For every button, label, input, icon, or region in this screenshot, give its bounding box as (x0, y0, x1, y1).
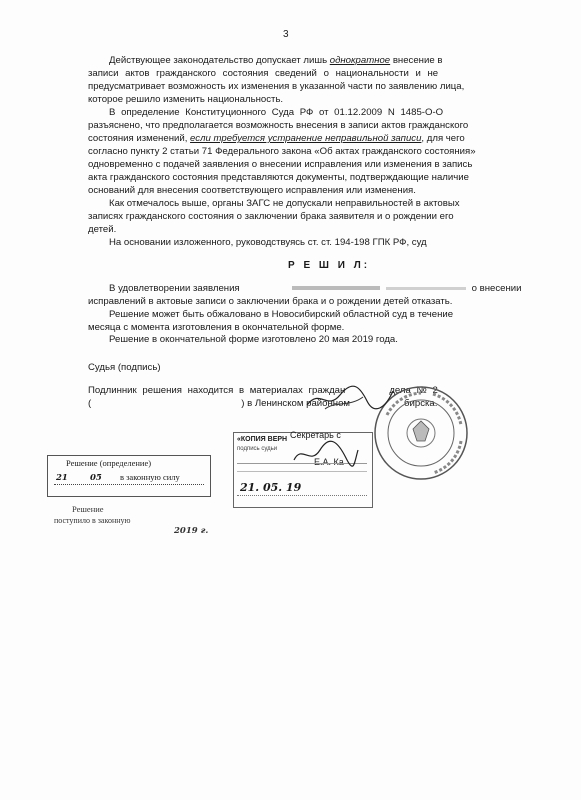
secretary-name: Е.А. Ка (314, 457, 344, 467)
signature-icon (290, 440, 360, 470)
stamp-title: «КОПИЯ ВЕРН (237, 436, 288, 443)
signature-icon (305, 383, 395, 413)
stamp-month: 05 (89, 473, 102, 483)
stamp-rule (54, 484, 204, 485)
secretary-label: Секретарь с (290, 430, 341, 440)
paragraph-7: Решение в окончательной форме изготовлено 20 мая 2019 года. (109, 334, 398, 345)
paragraph-4: На основании изложенного, руководствуясь ст. ст. 194-198 ГПК РФ, суд (109, 237, 427, 248)
received-stamp (48, 504, 218, 538)
emphasis-text: если требуется устранение неправильной записи (190, 133, 422, 144)
stamp-day: 21 (56, 473, 68, 483)
text-segment: Действующее законодательство допускает лишь (109, 55, 330, 66)
stamp-text: поступило в законную (54, 516, 131, 525)
emphasis-text: однократное (329, 55, 391, 66)
paragraph-1-line-2: записи актов гражданского состояния сведений о национальности и не (88, 68, 439, 79)
paragraph-2-line-1: В определение Конституционного Суда РФ от 01.12.2009 N 1485-О-О (109, 107, 444, 118)
paragraph-1-line-4: которое решило изменить национальность. (88, 94, 284, 105)
text-segment: Подлинник решения находится в материалах граждан (88, 385, 346, 396)
stamp-rule (237, 495, 367, 496)
paragraph-3-line-1: Как отмечалось выше, органы ЗАГС не допускали неправильностей в актовых (109, 198, 460, 209)
paragraph-2-line-6: акта гражданского состояния представляются документы, подтверждающие наличие (88, 172, 469, 183)
paragraph-1-line-1 (109, 55, 519, 66)
stamp-title: Решение (72, 504, 104, 514)
text-segment: В удовлетворении заявления (109, 283, 240, 294)
page-number: 3 (283, 29, 289, 40)
paragraph-2-line-7: оснований для внесения соответствующего исправления или изменения. (88, 185, 416, 196)
resolution-heading: Р Е Ш И Л: (288, 260, 371, 271)
text-segment: состояния изменений, (88, 133, 191, 144)
paragraph-1-line-3: предусматривает возможность их изменения в указанной части по заявлению лица, (88, 81, 465, 92)
paragraph-5-line-2: исправлений в актовые записи о заключении брака и о рождении детей отказать. (88, 296, 453, 307)
stamp-subtitle: подпись судьи (237, 446, 278, 452)
text-segment: бирска. (404, 398, 438, 409)
stamp-year: 2019 г. (174, 526, 209, 536)
paragraph-3-line-3: детей. (88, 224, 117, 235)
judge-signature-line: Судья (подпись) (88, 362, 161, 373)
text-segment: ) в Ленинском районном (241, 398, 351, 409)
paragraph-3-line-2: записях гражданского состояния о заключении брака заявителя и о рождении его (88, 211, 454, 222)
text-segment: дела № 2 (389, 385, 438, 396)
paragraph-2-line-3 (88, 133, 465, 144)
text-segment: ( (88, 398, 92, 409)
paragraph-2-line-5: одновременно с подачей заявления о внесении исправления или изменения в запись (88, 159, 473, 170)
paragraph-2-line-4: согласно пункту 2 статьи 71 Федерального закона «Об актах гражданского состояния» (88, 146, 476, 157)
handwritten-date: 21. 05. 19 (240, 481, 302, 494)
text-segment: о внесении (471, 283, 522, 294)
paragraph-2-line-2: разъяснено, что предполагается возможность внесения в записи актов гражданского (88, 120, 469, 131)
redacted-name (292, 286, 380, 290)
stamp-title: Решение (определение) (66, 458, 152, 468)
paragraph-6-line-2: месяца с момента изготовления в окончательной форме. (88, 322, 345, 333)
paragraph-5-line-1 (109, 283, 522, 294)
stamp-text: в законную силу (119, 472, 180, 482)
redacted-name (386, 287, 466, 290)
paragraph-6-line-1: Решение может быть обжаловано в Новосибирский областной суд в течение (109, 309, 454, 320)
text-segment: , для чего (421, 133, 465, 144)
stamp-rule (237, 471, 367, 472)
legal-force-stamp (47, 455, 211, 497)
stamp-date-line (48, 472, 210, 483)
text-segment: внесение в (390, 55, 443, 66)
